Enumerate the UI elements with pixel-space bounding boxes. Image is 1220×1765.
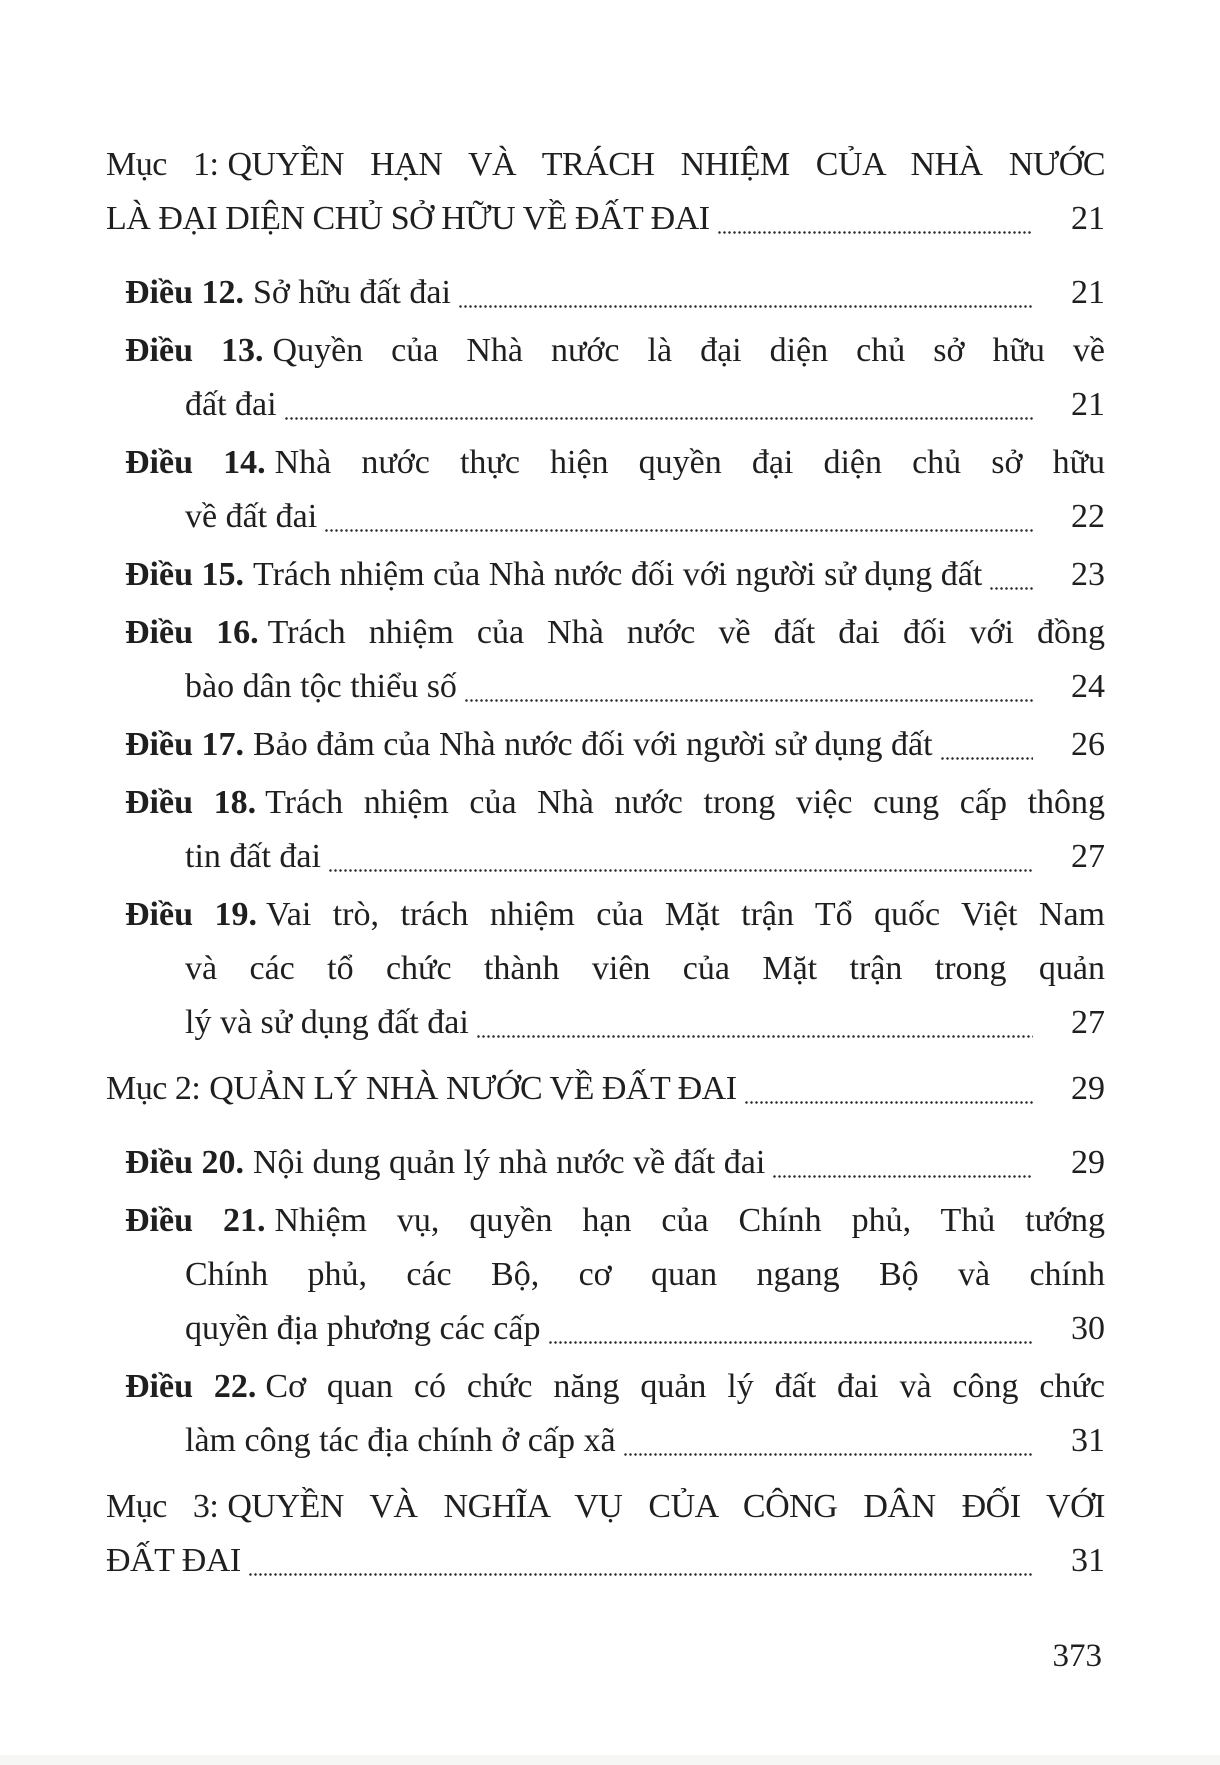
dotted-leader — [476, 996, 1033, 1050]
page-number: 24 — [1071, 668, 1105, 705]
section-label: Mục 2: — [106, 1070, 201, 1107]
page-number: 21 — [1071, 200, 1105, 237]
toc-line — [106, 1414, 1105, 1468]
article-title: Trách nhiệm của Nhà nước đối với người sử dụng đất — [253, 556, 983, 593]
article-title-continuation: lý và sử dụng đất đai — [185, 1004, 469, 1041]
toc-line — [106, 996, 1105, 1050]
page-number: 26 — [1071, 726, 1105, 763]
page-number: 23 — [1071, 556, 1105, 593]
toc-line — [106, 192, 1105, 246]
toc-line — [106, 776, 1105, 830]
article-title-continuation: về đất đai — [185, 498, 318, 535]
toc-entry-dieu-16 — [106, 606, 1105, 714]
toc-entry-dieu-22 — [106, 1360, 1105, 1468]
dotted-leader — [324, 490, 1033, 544]
article-title: Nhiệm vụ, quyền hạn của Chính phủ, Thủ tướng — [274, 1202, 1105, 1239]
folio-page-number: 373 — [1052, 1638, 1102, 1674]
article-title: Nhà nước thực hiện quyền đại diện chủ sở hữu — [274, 444, 1106, 481]
toc-section-muc-3 — [106, 1480, 1105, 1588]
toc-entry-dieu-19 — [106, 888, 1105, 1050]
page-number: 31 — [1071, 1422, 1105, 1459]
dotted-leader — [548, 1302, 1034, 1356]
article-title-continuation: Chính phủ, các Bộ, cơ quan ngang Bộ và chính — [185, 1256, 1105, 1293]
article-label: Điều 18. — [125, 784, 257, 821]
article-label: Điều 16. — [125, 614, 259, 651]
dotted-leader — [458, 266, 1033, 320]
article-title: Cơ quan có chức năng quản lý đất đai và công chức — [265, 1368, 1105, 1405]
dotted-leader — [464, 660, 1033, 714]
page-number: 30 — [1071, 1310, 1105, 1347]
section-title-continuation: ĐẤT ĐAI — [106, 1542, 241, 1579]
toc-line — [106, 1062, 1105, 1116]
article-title: Sở hữu đất đai — [253, 274, 451, 311]
toc-line — [106, 888, 1105, 942]
page-number: 29 — [1071, 1070, 1105, 1107]
section-title: QUYỀN VÀ NGHĨA VỤ CỦA CÔNG DÂN ĐỐI VỚI — [227, 1488, 1105, 1525]
section-title-continuation: LÀ ĐẠI DIỆN CHỦ SỞ HỮU VỀ ĐẤT ĐAI — [106, 200, 710, 237]
dotted-leader — [989, 548, 1033, 602]
dotted-leader — [717, 192, 1033, 246]
toc-line — [106, 1248, 1105, 1302]
dotted-leader — [248, 1534, 1033, 1588]
toc-line — [106, 1360, 1105, 1414]
toc-line — [106, 1534, 1105, 1588]
dotted-leader — [744, 1062, 1033, 1116]
toc-line — [106, 1136, 1105, 1190]
article-title: Bảo đảm của Nhà nước đối với người sử dụng đất — [253, 726, 933, 763]
page-number: 29 — [1071, 1144, 1105, 1181]
article-title: Quyền của Nhà nước là đại diện chủ sở hữu về — [272, 332, 1106, 369]
toc-entry-dieu-21 — [106, 1194, 1105, 1356]
dotted-leader — [623, 1414, 1033, 1468]
dotted-leader — [772, 1136, 1033, 1190]
dotted-leader — [284, 378, 1033, 432]
toc-entry-dieu-12 — [106, 266, 1105, 320]
article-title-continuation: quyền địa phương các cấp — [185, 1310, 541, 1347]
toc-line — [106, 548, 1105, 602]
page-number: 27 — [1071, 1004, 1105, 1041]
toc-entry-dieu-15 — [106, 548, 1105, 602]
article-title: Trách nhiệm của Nhà nước trong việc cung cấp thông — [265, 784, 1106, 821]
page-number: 21 — [1071, 386, 1105, 423]
toc-line — [106, 324, 1105, 378]
toc-line — [106, 1302, 1105, 1356]
toc-section-muc-1 — [106, 138, 1105, 246]
article-label: Điều 20. — [125, 1144, 244, 1181]
section-title: QUYỀN HẠN VÀ TRÁCH NHIỆM CỦA NHÀ NƯỚC — [227, 146, 1105, 183]
article-label: Điều 19. — [125, 896, 257, 933]
toc-line — [106, 266, 1105, 320]
page-number: 21 — [1071, 274, 1105, 311]
article-title-continuation: đất đai — [185, 386, 277, 423]
toc-line — [106, 660, 1105, 714]
toc-line — [106, 490, 1105, 544]
article-title: Vai trò, trách nhiệm của Mặt trận Tổ quốc Việt Nam — [265, 896, 1105, 933]
page-number: 22 — [1071, 498, 1105, 535]
article-title-continuation: và các tổ chức thành viên của Mặt trận trong quản — [185, 950, 1105, 987]
article-label: Điều 15. — [125, 556, 244, 593]
article-title: Nội dung quản lý nhà nước về đất đai — [253, 1144, 766, 1181]
toc-section-muc-2 — [106, 1062, 1105, 1116]
article-title-continuation: làm công tác địa chính ở cấp xã — [185, 1422, 616, 1459]
article-label: Điều 21. — [125, 1202, 266, 1239]
section-title: QUẢN LÝ NHÀ NƯỚC VỀ ĐẤT ĐAI — [209, 1070, 737, 1107]
page-number: 31 — [1071, 1542, 1105, 1579]
toc-line — [106, 436, 1105, 490]
article-label: Điều 22. — [125, 1368, 257, 1405]
article-label: Điều 14. — [125, 444, 266, 481]
table-of-contents — [106, 126, 1105, 1608]
article-label: Điều 13. — [125, 332, 264, 369]
toc-line — [106, 1194, 1105, 1248]
dotted-leader — [328, 830, 1033, 884]
toc-line — [106, 942, 1105, 996]
toc-entry-dieu-17 — [106, 718, 1105, 772]
dotted-leader — [940, 718, 1033, 772]
page-number: 27 — [1071, 838, 1105, 875]
toc-entry-dieu-18 — [106, 776, 1105, 884]
toc-entry-dieu-20 — [106, 1136, 1105, 1190]
article-label: Điều 17. — [125, 726, 244, 763]
toc-entry-dieu-13 — [106, 324, 1105, 432]
toc-line — [106, 830, 1105, 884]
article-title-continuation: bào dân tộc thiểu số — [185, 668, 457, 705]
section-label: Mục 3: — [106, 1488, 219, 1525]
toc-line — [106, 138, 1105, 192]
toc-line — [106, 1480, 1105, 1534]
toc-line — [106, 606, 1105, 660]
article-label: Điều 12. — [125, 274, 244, 311]
section-label: Mục 1: — [106, 146, 219, 183]
article-title: Trách nhiệm của Nhà nước về đất đai đối với đồng — [267, 614, 1106, 651]
article-title-continuation: tin đất đai — [185, 838, 321, 875]
page-edge — [0, 1755, 1220, 1765]
toc-line — [106, 378, 1105, 432]
toc-entry-dieu-14 — [106, 436, 1105, 544]
toc-line — [106, 718, 1105, 772]
